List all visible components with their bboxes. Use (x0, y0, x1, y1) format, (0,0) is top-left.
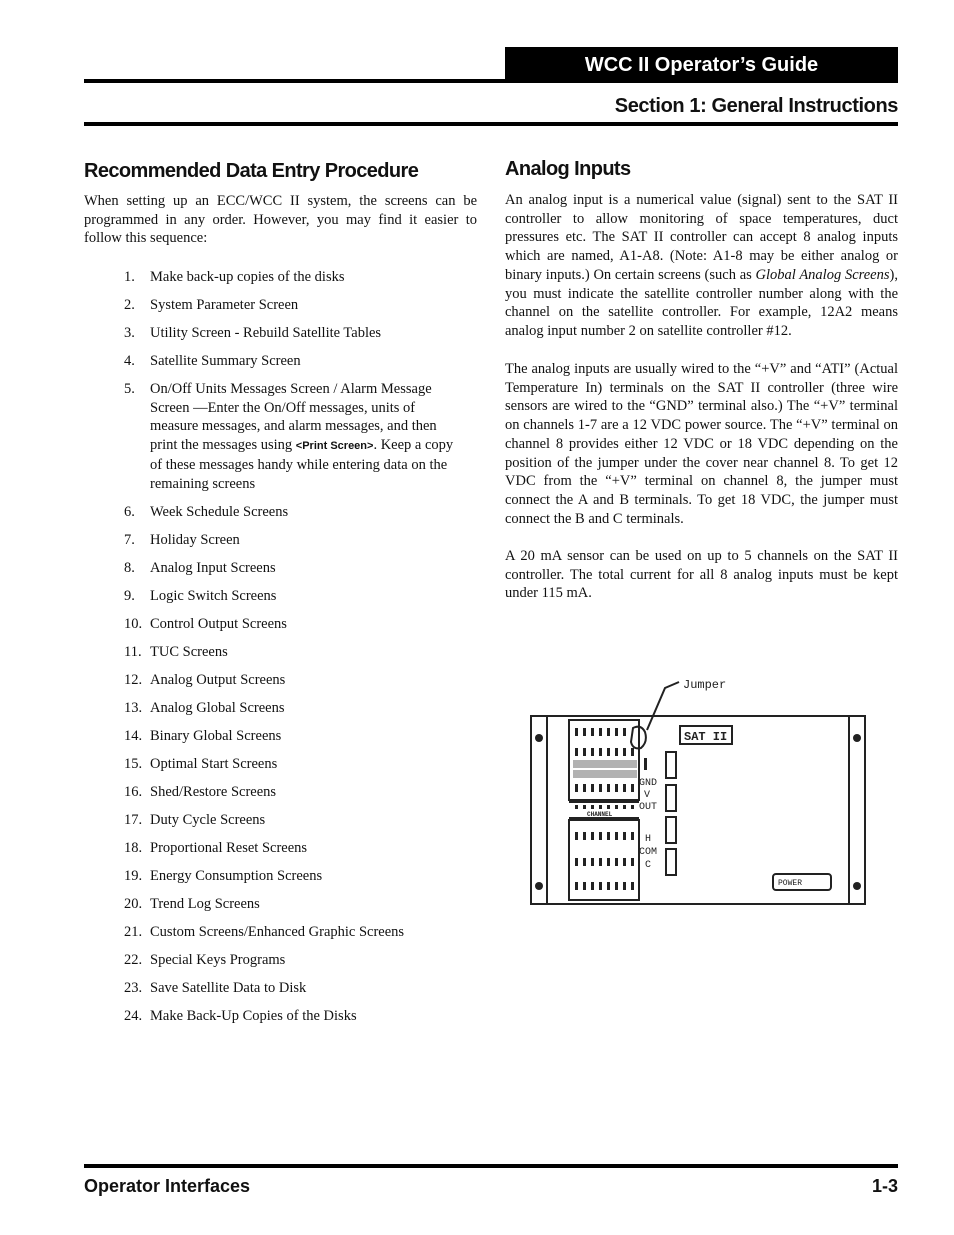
print-screen-key: <Print Screen> (295, 440, 374, 453)
terminal-dots-upper (573, 728, 637, 792)
procedure-step (124, 727, 454, 746)
guide-title-banner: WCC II Operator’s Guide (505, 47, 898, 83)
power-label: POWER (778, 879, 803, 888)
mount-hole-top-right (853, 734, 861, 742)
step-text: Analog Output Screens (150, 671, 286, 688)
step-text: Make Back-Up Copies of the Disks (150, 1007, 357, 1024)
jumper-label: Jumper (683, 678, 727, 692)
terminal-label-gnd: GND (639, 778, 658, 789)
step-text: Satellite Summary Screen (150, 353, 301, 369)
analog-inputs-paragraph-3: A 20 mA sensor can be used on up to 5 channels on the SAT II controller. The total current for all 8 analog inputs must be kept under 115 mA. (505, 548, 898, 602)
step-text-continued: . Keep a copy of these messages handy while entering data on the remaining screens (150, 437, 454, 492)
sat-ii-board-diagram (515, 670, 885, 910)
analog-inputs-paragraph-2: The analog inputs are usually wired to the “+V” and “ATI” (Actual Temperature In) terminals on the SAT II controller (three wire sensors are wired to the “GND” terminal also.) The “+V” terminal on channels 1-7 are a 12 VDC power source. The “+V” terminal on channel 8 provides either 12 VDC or 18 VDC depending on the position of the jumper under the cover near channel 8. To get 12 VDC from the “+V” terminal on channel 8, the jumper must connect the A and B terminals. To get 18 VDC, the jumper must connect the B and C terminals. (505, 361, 898, 527)
board-label: SAT II (684, 730, 728, 744)
step-text: Utility Screen - Rebuild Satellite Tables (150, 325, 382, 341)
step-text: Save Satellite Data to Disk (150, 979, 307, 996)
step-text: Duty Cycle Screens (150, 811, 266, 828)
terminal-label-com: COM (639, 847, 658, 858)
procedure-step (124, 324, 454, 343)
header-rule (84, 79, 898, 83)
step-number: 16. (124, 783, 143, 800)
step-text: Analog Input Screens (150, 559, 276, 576)
step-number: 2. (124, 297, 135, 313)
terminal-box-1 (666, 752, 676, 778)
analog-inputs-paragraph-1: An analog input is a numerical value (signal) sent to the SAT II controller to allow monitoring of space temperatures, duct pressures etc. The SAT II controller can accept 8 analog inputs which are named, A1-A8. (Note: A1-8 may be either analog or binary inputs.) On certain screens (such as Global Analog Screens), you must indicate the satellite controller number along with the channel on the satellite controller. For example, 12A2 means analog input number 2 on satellite controller #12. (505, 192, 898, 339)
terminal-label-h: H (645, 834, 652, 845)
procedure-step (124, 559, 454, 578)
data-entry-intro: When setting up an ECC/WCC II system, the screens can be programmed in any order. However, you may find it easier to follow this sequence: (84, 193, 477, 247)
step-number: 1. (124, 269, 135, 285)
step-text: Proportional Reset Screens (150, 839, 308, 856)
procedure-step (124, 811, 454, 830)
step-number: 20. (124, 895, 143, 912)
step-number: 5. (124, 381, 135, 397)
step-text: Optimal Start Screens (150, 755, 278, 772)
step-text: Control Output Screens (150, 615, 287, 632)
step-number: 23. (124, 979, 143, 996)
step-number: 4. (124, 353, 135, 369)
procedure-step (124, 783, 454, 802)
terminal-box-4 (666, 849, 676, 875)
mount-hole-bottom-right (853, 882, 861, 890)
procedure-step (124, 531, 454, 550)
terminal-box-2 (666, 785, 676, 811)
step-number: 17. (124, 811, 143, 828)
step-number: 12. (124, 671, 143, 688)
procedure-step (124, 923, 454, 942)
footer-rule (84, 1164, 898, 1168)
step-number: 22. (124, 951, 143, 968)
section-rule (84, 122, 898, 126)
procedure-step (124, 643, 454, 662)
step-text: Shed/Restore Screens (150, 783, 277, 800)
procedure-step (124, 895, 454, 914)
step-text: Custom Screens/Enhanced Graphic Screens (150, 923, 405, 940)
procedure-step (124, 503, 454, 522)
step-number: 8. (124, 559, 135, 576)
procedure-list (124, 268, 454, 1035)
analog-inputs-heading: Analog Inputs (505, 158, 631, 180)
step-number: 24. (124, 1007, 143, 1024)
step-text: Holiday Screen (150, 531, 240, 548)
procedure-step (124, 587, 454, 606)
step-number: 13. (124, 699, 143, 716)
step-text: Logic Switch Screens (150, 587, 277, 604)
step-number: 7. (124, 531, 135, 548)
footer-chapter: Operator Interfaces (84, 1176, 251, 1196)
procedure-step (124, 380, 454, 493)
terminal-marker (644, 758, 647, 770)
mount-hole-bottom-left (535, 882, 543, 890)
procedure-step (124, 615, 454, 634)
mount-hole-top-left (535, 734, 543, 742)
step-number: 10. (124, 615, 143, 632)
terminal-box-3 (666, 817, 676, 843)
step-text: System Parameter Screen (150, 297, 299, 313)
section-title: Section 1: General Instructions (614, 95, 898, 117)
step-number: 18. (124, 839, 143, 856)
procedure-step (124, 296, 454, 315)
terminal-label-out: OUT (639, 802, 658, 813)
step-number: 19. (124, 867, 143, 884)
step-text: Binary Global Screens (150, 727, 282, 744)
terminal-label-v: V (644, 790, 651, 801)
left-flange (531, 716, 547, 904)
step-number: 11. (124, 643, 142, 660)
step-text: Energy Consumption Screens (150, 867, 323, 884)
step-number: 15. (124, 755, 143, 772)
step-text: TUC Screens (150, 643, 228, 660)
step-number: 21. (124, 923, 143, 940)
procedure-step (124, 1007, 454, 1026)
jumper-leader-line (647, 682, 679, 730)
step-text: Analog Global Screens (150, 699, 285, 716)
procedure-step (124, 951, 454, 970)
right-flange (849, 716, 865, 904)
step-text: Week Schedule Screens (150, 503, 289, 520)
procedure-step (124, 839, 454, 858)
procedure-step (124, 268, 454, 287)
step-number: 14. (124, 727, 143, 744)
data-entry-heading: Recommended Data Entry Procedure (84, 160, 419, 182)
procedure-step (124, 671, 454, 690)
procedure-step (124, 755, 454, 774)
step-text: Make back-up copies of the disks (150, 269, 345, 285)
page-number: 1-3 (871, 1176, 898, 1196)
step-number: 3. (124, 325, 135, 341)
step-text: On/Off Units Messages Screen / Alarm Message Screen —Enter the On/Off messages, units of measure messages, and alarm messages, and then print the messages using (150, 381, 437, 454)
step-number: 9. (124, 587, 135, 604)
step-text: Trend Log Screens (150, 895, 260, 912)
step-text: Special Keys Programs (150, 951, 286, 968)
step-number: 6. (124, 503, 135, 520)
terminal-block-lower (569, 820, 639, 900)
procedure-step (124, 867, 454, 886)
terminal-label-c: C (645, 860, 652, 871)
channel-label: CHANNEL (587, 811, 613, 818)
procedure-step (124, 352, 454, 371)
procedure-step (124, 699, 454, 718)
procedure-step (124, 979, 454, 998)
